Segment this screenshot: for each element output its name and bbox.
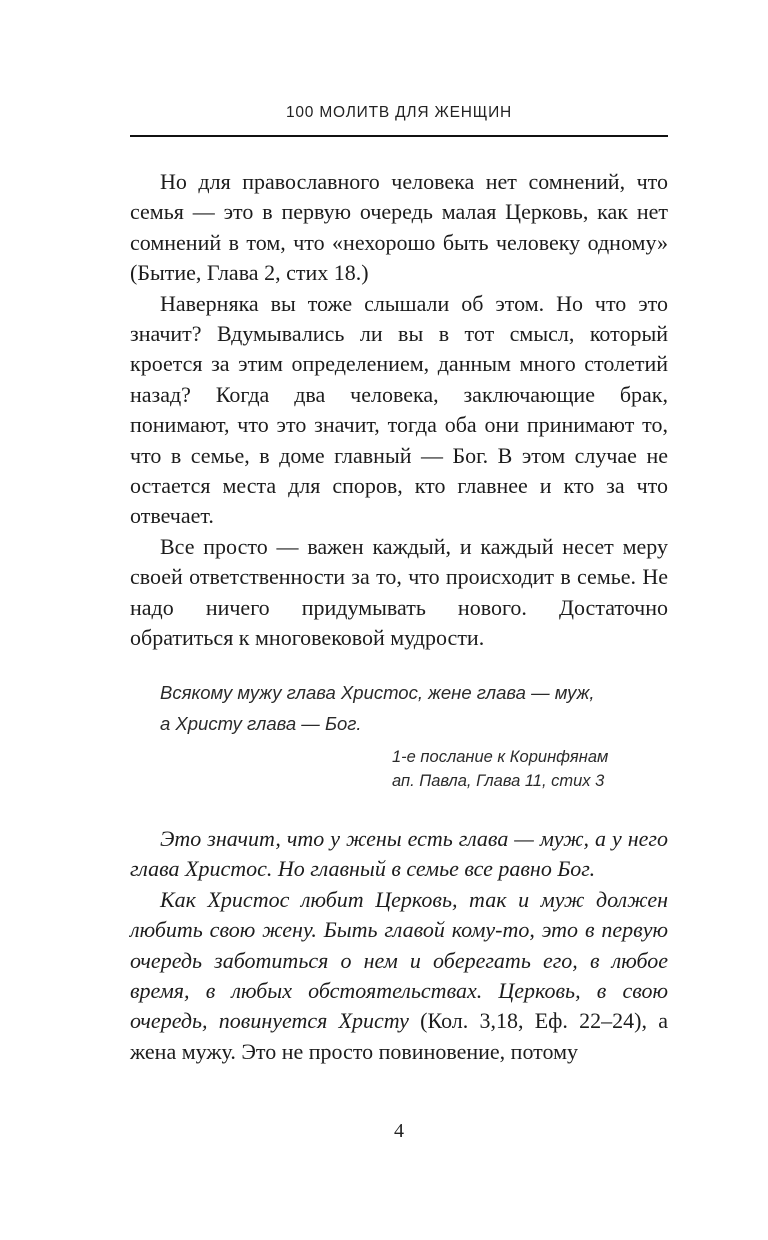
epigraph-line-1: Всякому мужу глава Христос, жене глава — муж, bbox=[160, 682, 595, 703]
epigraph-source bbox=[392, 745, 668, 793]
paragraph-4: Это значит, что у жены есть глава — муж, а у него глава Христос. Но главный в семье все равно Бог. bbox=[130, 826, 668, 882]
paragraph-5-italic: Как Христос любит Церковь, так и муж должен любить свою жену. Быть главой кому-то, это в первую очередь заботиться о нем и оберегать его, в любое время, в любых обстоятельствах. Церковь, в свою очередь, повинуется Христу bbox=[130, 886, 668, 1034]
continuation-text bbox=[130, 824, 668, 1067]
main-text bbox=[130, 167, 668, 654]
epigraph-source-line-1: 1-е послание к Коринфянам bbox=[392, 748, 609, 766]
paragraph-1: Но для православного человека нет сомнений, что семья — это в первую очередь малая Церковь, как нет сомнений в том, что «нехорошо быть человеку одному» (Бытие, Глава 2, стих 18.) bbox=[130, 169, 668, 286]
epigraph-line-2: а Христу глава — Бог. bbox=[160, 713, 362, 734]
paragraph-5-reference: (Кол. 3,18, Еф. 22–24), а жена мужу. Это не просто повиновение, потому bbox=[130, 1008, 668, 1064]
paragraph-2: Наверняка вы тоже слышали об этом. Но что это значит? Вдумывались ли вы в тот смысл, который кроется за этим определением, данным много столетий назад? Когда два человека, заключающие брак, понимают, что это значит, тогда оба они принимают то, что в семье, в доме главный — Бог. В этом случае не остается места для споров, кто главнее и кто за что отвечает. bbox=[130, 290, 668, 529]
page-number: 4 bbox=[394, 1120, 404, 1142]
epigraph-source-line-2: ап. Павла, Глава 11, стих 3 bbox=[392, 772, 605, 790]
paragraph-5 bbox=[130, 885, 668, 1067]
epigraph-quote bbox=[160, 677, 660, 739]
paragraph-3: Все просто — важен каждый, и каждый несет меру своей ответственности за то, что происходит в семье. Не надо ничего придумывать нового. Достаточно обратиться к многовековой мудрости. bbox=[130, 533, 668, 651]
running-title: 100 МОЛИТВ ДЛЯ ЖЕНЩИН bbox=[285, 104, 513, 121]
header-rule bbox=[130, 135, 668, 137]
